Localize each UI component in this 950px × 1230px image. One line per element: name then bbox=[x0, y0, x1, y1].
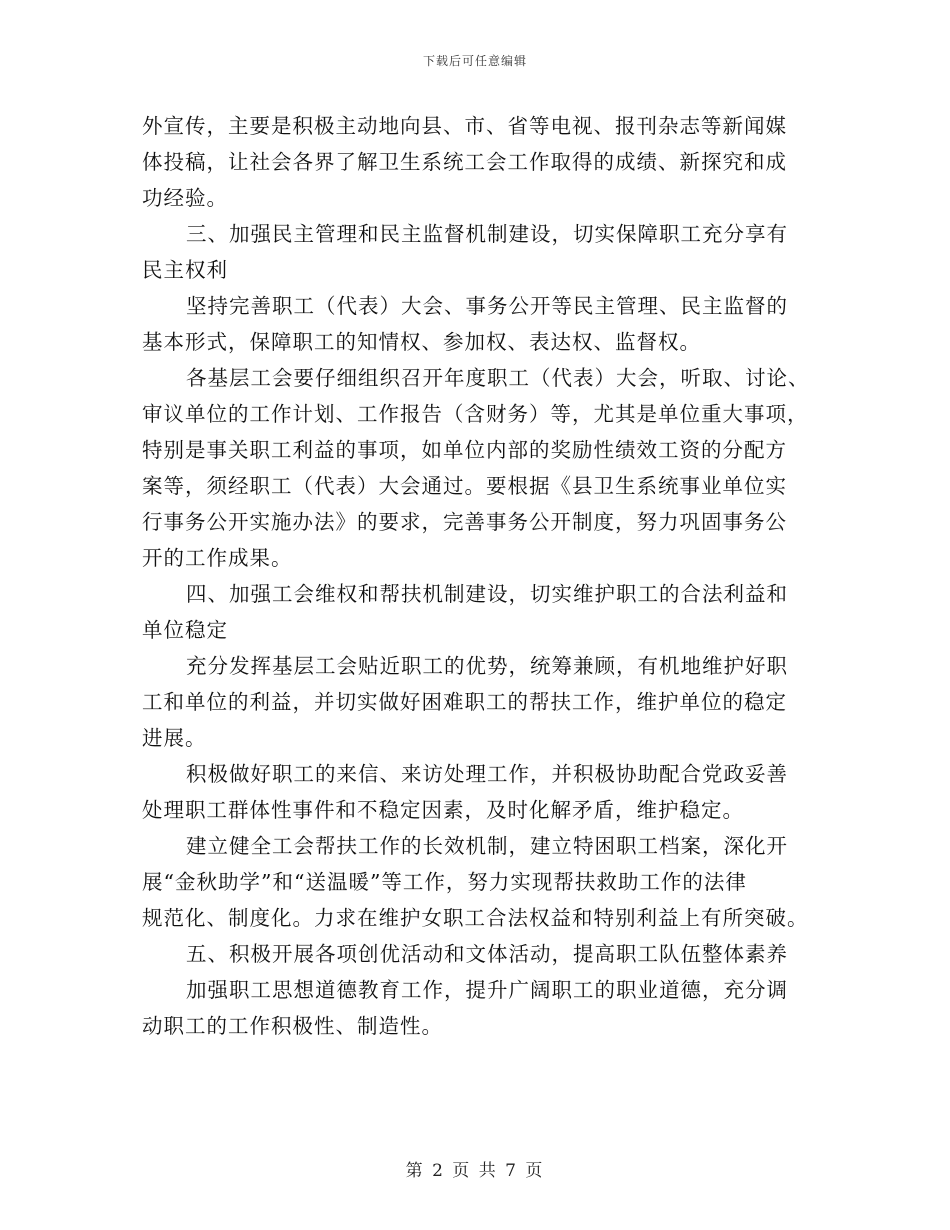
text-line: 各基层工会要仔细组织召开年度职工（代表）大会，听取、讨论、 bbox=[186, 366, 810, 390]
section-heading: 五、积极开展各项创优活动和文体活动，提高职工队伍整体素养 bbox=[186, 942, 788, 966]
text-line: 展“金秋助学”和“送温暖”等工作，努力实现帮扶救助工作的法律 bbox=[142, 870, 747, 894]
text-line: 建立健全工会帮扶工作的长效机制，建立特困职工档案，深化开 bbox=[186, 834, 788, 858]
text-line: 规范化、制度化。力求在维护女职工合法权益和特别利益上有所突破。 bbox=[142, 906, 809, 930]
text-line: 特别是事关职工利益的事项，如单位内部的奖励性绩效工资的分配方 bbox=[142, 438, 787, 462]
section-heading-cont: 民主权利 bbox=[142, 258, 228, 282]
text-line: 开的工作成果。 bbox=[142, 546, 293, 570]
section-heading-cont: 单位稳定 bbox=[142, 618, 228, 642]
text-line: 充分发挥基层工会贴近职工的优势，统筹兼顾，有机地维护好职 bbox=[186, 654, 788, 678]
text-line: 工和单位的利益，并切实做好困难职工的帮扶工作，维护单位的稳定 bbox=[142, 690, 787, 714]
text-line: 坚持完善职工（代表）大会、事务公开等民主管理、民主监督的 bbox=[186, 294, 788, 318]
document-body bbox=[142, 108, 810, 1044]
page-footer: 第 2 页 共 7 页 bbox=[405, 1161, 545, 1181]
section-heading: 四、加强工会维权和帮扶机制建设，切实维护职工的合法利益和 bbox=[186, 582, 788, 606]
text-line: 案等，须经职工（代表）大会通过。要根据《县卫生系统事业单位实 bbox=[142, 474, 787, 498]
text-line: 处理职工群体性事件和不稳定因素，及时化解矛盾，维护稳定。 bbox=[142, 798, 744, 822]
text-line: 进展。 bbox=[142, 726, 207, 750]
text-line: 基本形式，保障职工的知情权、参加权、表达权、监督权。 bbox=[142, 330, 701, 354]
text-line: 积极做好职工的来信、来访处理工作，并积极协助配合党政妥善 bbox=[186, 762, 788, 786]
text-line: 功经验。 bbox=[142, 186, 228, 210]
text-line: 外宣传，主要是积极主动地向县、市、省等电视、报刊杂志等新闻媒 bbox=[142, 114, 787, 138]
text-line: 行事务公开实施办法》的要求，完善事务公开制度，努力巩固事务公 bbox=[142, 510, 787, 534]
section-heading: 三、加强民主管理和民主监督机制建设，切实保障职工充分享有 bbox=[186, 222, 788, 246]
text-line: 动职工的工作积极性、制造性。 bbox=[142, 1014, 443, 1038]
text-line: 体投稿，让社会各界了解卫生系统工会工作取得的成绩、新探究和成 bbox=[142, 150, 787, 174]
text-line: 加强职工思想道德教育工作，提升广阔职工的职业道德，充分调 bbox=[186, 978, 788, 1002]
text-line: 审议单位的工作计划、工作报告（含财务）等，尤其是单位重大事项， bbox=[142, 402, 809, 426]
page-header: 下载后可任意编辑 bbox=[422, 54, 527, 68]
